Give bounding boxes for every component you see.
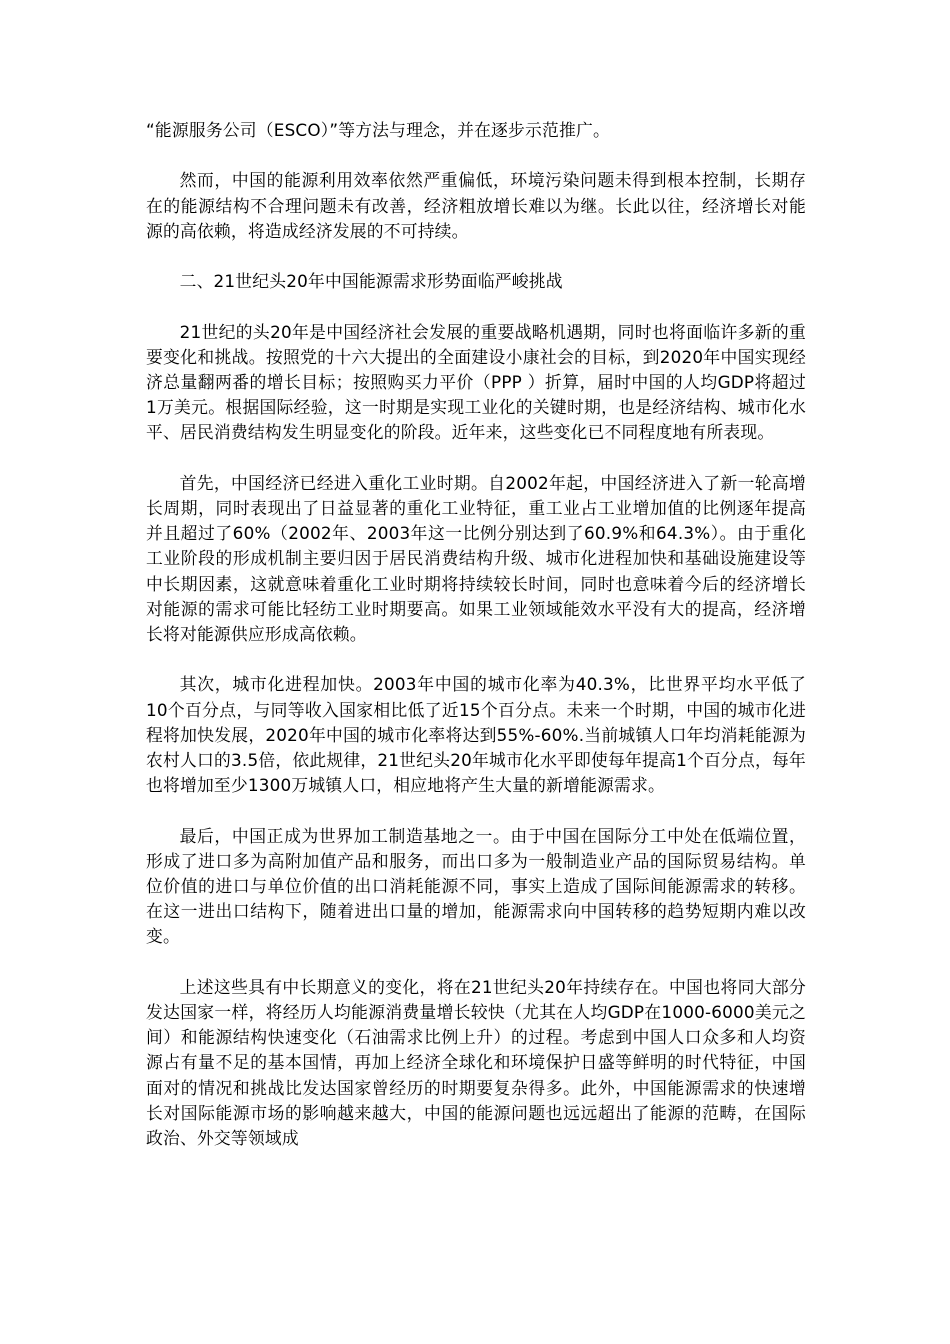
paragraph-efficiency-problems: 然而，中国的能源利用效率依然严重偏低，环境污染问题未得到根本控制，长期存在的能源结构不合理问题未有改善，经济粗放增长难以为继。长此以往，经济增长对能源的高依赖，将造成经济发展的不可持续。	[146, 170, 806, 241]
paragraph-manufacturing-base: 最后，中国正成为世界加工制造基地之一。由于中国在国际分工中处在低端位置，形成了进口多为高附加值产品和服务，而出口多为一般制造业产品的国际贸易结构。单位价值的进口与单位价值的出口消耗能源不同，事实上造成了国际间能源需求的转移。在这一进出口结构下，随着进出口量的增加，能源需求向中国转移的趋势短期内难以改变。	[146, 825, 806, 947]
paragraph-urbanization: 其次，城市化进程加快。2003年中国的城市化率为40.3%，比世界平均水平低了10个百分点，与同等收入国家相比低了近15个百分点。未来一个时期，中国的城市化进程将加快发展，2020年中国的城市化率将达到55%-60%.当前城镇人口年均消耗能源为农村人口的3.5倍，依此规律，21世纪头20年城市化水平即使每年提高1个百分点，每年也将增加至少1300万城镇人口，相应地将产生大量的新增能源需求。	[146, 674, 806, 796]
paragraph-esco: “能源服务公司（ESCO）”等方法与理念，并在逐步示范推广。	[146, 120, 610, 140]
document-body	[146, 118, 806, 1176]
paragraph-strategic-period: 21世纪的头20年是中国经济社会发展的重要战略机遇期，同时也将面临许多新的重要变化和挑战。按照党的十六大提出的全面建设小康社会的目标，到2020年中国实现经济总量翻两番的增长目标；按照购买力平价（PPP ）折算，届时中国的人均GDP将超过1万美元。根据国际经验，这一时期是实现工业化的关键时期，也是经济结构、城市化水平、居民消费结构发生明显变化的阶段。近年来，这些变化已不同程度地有所表现。	[146, 321, 806, 443]
section-heading-2: 二、21世纪头20年中国能源需求形势面临严峻挑战	[179, 271, 563, 292]
paragraph-long-term-changes: 上述这些具有中长期意义的变化，将在21世纪头20年持续存在。中国也将同大部分发达国家一样，将经历人均能源消费量增长较快（尤其在人均GDP在1000-6000美元之间）和能源结构快速变化（石油需求比例上升）的过程。考虑到中国人口众多和人均资源占有量不足的基本国情，再加上经济全球化和环境保护日盛等鲜明的时代特征，中国面对的情况和挑战比发达国家曾经历的时期要复杂得多。此外，中国能源需求的快速增长对国际能源市场的影响越来越大，中国的能源问题也远远超出了能源的范畴，在国际政治、外交等领域成	[146, 976, 806, 1149]
paragraph-heavy-industry: 首先，中国经济已经进入重化工业时期。自2002年起，中国经济进入了新一轮高增长周期，同时表现出了日益显著的重化工业特征，重工业占工业增加值的比例逐年提高并且超过了60%（2002年、2003年这一比例分别达到了60.9%和64.3%）。由于重化工业阶段的形成机制主要归因于居民消费结构升级、城市化进程加快和基础设施建设等中长期因素，这就意味着重化工业时期将持续较长时间，同时也意味着今后的经济增长对能源的需求可能比轻纺工业时期要高。如果工业领域能效水平没有大的提高，经济增长将对能源供应形成高依赖。	[146, 472, 806, 644]
